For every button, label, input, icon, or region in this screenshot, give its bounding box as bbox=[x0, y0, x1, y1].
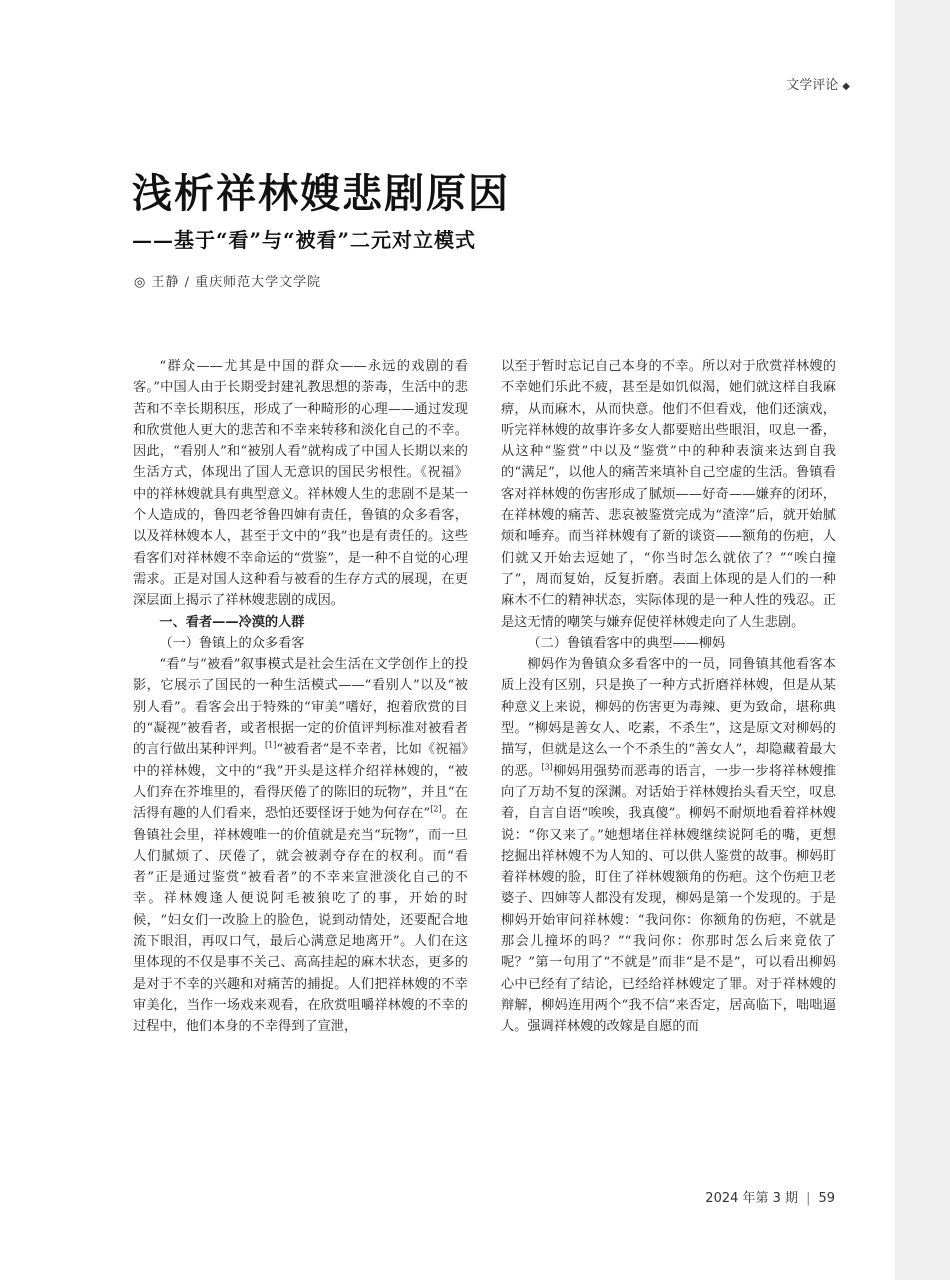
section-label bbox=[786, 74, 850, 93]
paragraph: “群众——尤其是中国的群众——永远的戏剧的看客。”中国人由于长期受封建礼教思想的荼毒，生活中的悲苦和不幸长期积压，形成了一种畸形的心理——通过发现和欣赏他人更大的悲苦和不幸来转移和淡化自己的不幸。因此，“看别人”和“被别人看”就构成了中国人长期以来的生活方式，体现出了国人无意识的国民劣根性。《祝福》中的祥林嫂就具有典型意义。祥林嫂人生的悲剧不是某一个人造成的，鲁四老爷鲁四婶有责任，鲁镇的众多看客，以及祥林嫂本人，甚至于文中的“我”也是有责任的。这些看客们对祥林嫂不幸命运的“赏鉴”，是一种不自觉的心理需求。正是对国人这种看与被看的生存方式的展现，在更深层面上揭示了祥林嫂悲剧的成因。 bbox=[133, 359, 468, 609]
page-footer bbox=[705, 1187, 835, 1206]
footnote-ref: [3] bbox=[541, 762, 553, 772]
text-column-right bbox=[501, 356, 836, 1038]
section-heading: 一、看者——冷漠的人群 bbox=[159, 614, 305, 630]
paragraph bbox=[133, 654, 468, 1037]
text-run: 柳妈用强势而恶毒的语言，一步一步将祥林嫂推向了万劫不复的深渊。对话始于祥林嫂抬头看天空，叹息着，自言自语“唉唉，我真傻”。柳妈不耐烦地看着祥林嫂说：“你又来了。”她想堵住祥林嫂继续说阿毛的嘴，更想挖掘出祥林嫂不为人知的、可以供人鉴赏的故事。柳妈盯着祥林嫂的脸，盯住了祥林嫂额角的伤疤。这个伤疤卫老婆子、四婶等人都没有发现，柳妈是第一个发现的。于是柳妈开始审问祥林嫂：“我问你：你额角的伤疤，不就是那会儿撞坏的吗？”“我问你：你那时怎么后来竟依了呢？”第一句用了“不就是”而非“是不是”，可以看出柳妈心中已经有了结论，已经给祥林嫂定了罪。对于祥林嫂的辩解，柳妈连用两个“我不信”来否定，居高临下，咄咄逼人。强调祥林嫂的改嫁是自愿的而 bbox=[501, 763, 837, 1035]
subsection-heading: （一）鲁镇上的众多看客 bbox=[159, 635, 305, 651]
author-line: ◎ 王静 / 重庆师范大学文学院 bbox=[134, 275, 322, 290]
article-title: 浅析祥林嫂悲剧原因 bbox=[132, 171, 510, 217]
page-margin-band bbox=[895, 0, 950, 1280]
text-run: 柳妈作为鲁镇众多看客中的一员，同鲁镇其他看客本质上没有区别，只是换了一种方式折磨祥林嫂，但是从某种意义上来说，柳妈的伤害更为毒辣、更为致命，堪称典型。“柳妈是善女人、吃素，不杀生”，这是原文对柳妈的描写，但就是这么一个不杀生的“善女人”，却隐藏着最大的恶。 bbox=[501, 657, 836, 779]
paragraph bbox=[501, 654, 836, 1037]
subsection-heading: （二）鲁镇看客中的典型——柳妈 bbox=[527, 635, 726, 651]
footnote-ref: [2] bbox=[430, 804, 442, 814]
footer-separator: | bbox=[806, 1191, 811, 1206]
diamond-icon: ◆ bbox=[842, 81, 850, 92]
section-label-text: 文学评论 bbox=[786, 78, 839, 93]
text-run: “看”与“被看”叙事模式是社会生活在文学创作上的投影，它展示了国民的一种生活模式——“看别人”以及“被别人看”。看客会出于特殊的“审美”嗜好，抱着欣赏的目的“凝视”被看者，或者根据一定的价值评判标准对被看者的言行做出某种评判。 bbox=[133, 657, 468, 758]
text-run: 。在鲁镇社会里，祥林嫂唯一的价值就是充当“玩物”，而一旦人们腻烦了、厌倦了，就会被剥夺存在的权利。而“看者”正是通过鉴赏“被看者”的不幸来宣泄淡化自己的不幸。祥林嫂逢人便说阿毛被狼吃了的事，开始的时候，“妇女们一改脸上的脸色，说到动情处，还要配合地流下眼泪，再叹口气，最后心满意足地离开”。人们在这里体现的不仅是事不关己、高高挂起的麻木状态，更多的是对于不幸的兴趣和对痛苦的捕捉。人们把祥林嫂的不幸审美化，当作一场戏来观看，在欣赏咀嚼祥林嫂的不幸的过程中，他们本身的不幸得到了宣泄， bbox=[133, 806, 469, 1035]
text-run: “被看者”是不幸者，比如《祝福》中的祥林嫂，文中的“我”开头是这样介绍祥林嫂的，“被人们弃在芥堆里的，看得厌倦了的陈旧的玩物”，并且“在活得有趣的人们看来，恐怕还要怪讶于她为何存在” bbox=[133, 742, 468, 822]
page-number: 59 bbox=[818, 1191, 835, 1206]
paragraph-continued: 以至于暂时忘记自己本身的不幸。所以对于欣赏祥林嫂的不幸她们乐此不疲，甚至是如饥似渴，她们就这样自我麻痹，从而麻木，从而快意。他们不但看戏，他们还演戏，听完祥林嫂的故事许多女人都要赔出些眼泪，叹息一番，从这种“鉴赏”中以及“鉴赏”中的种种表演来达到自我的“满足”，以他人的痛苦来填补自己空虚的生活。鲁镇看客对祥林嫂的伤害形成了腻烦——好奇——嫌弃的闭环，在祥林嫂的痛苦、悲哀被鉴赏完成为“渣滓”后，就开始腻烦和唾弃。而当祥林嫂有了新的谈资——额角的伤疤，人们就又开始去逗她了，“你当时怎么就依了？”“唉白撞了”，周而复始，反复折磨。表面上体现的是人们的一种麻木不仁的精神状态，实际体现的是一种人性的残忍。正是这无情的嘲笑与嫌弃促使祥林嫂走向了人生悲剧。 bbox=[501, 359, 836, 630]
issue-label: 2024 年第 3 期 bbox=[705, 1191, 799, 1206]
article-subtitle: ——基于“看”与“被看”二元对立模式 bbox=[132, 228, 477, 252]
footnote-ref: [1] bbox=[264, 740, 277, 750]
text-column-left bbox=[133, 356, 468, 1038]
